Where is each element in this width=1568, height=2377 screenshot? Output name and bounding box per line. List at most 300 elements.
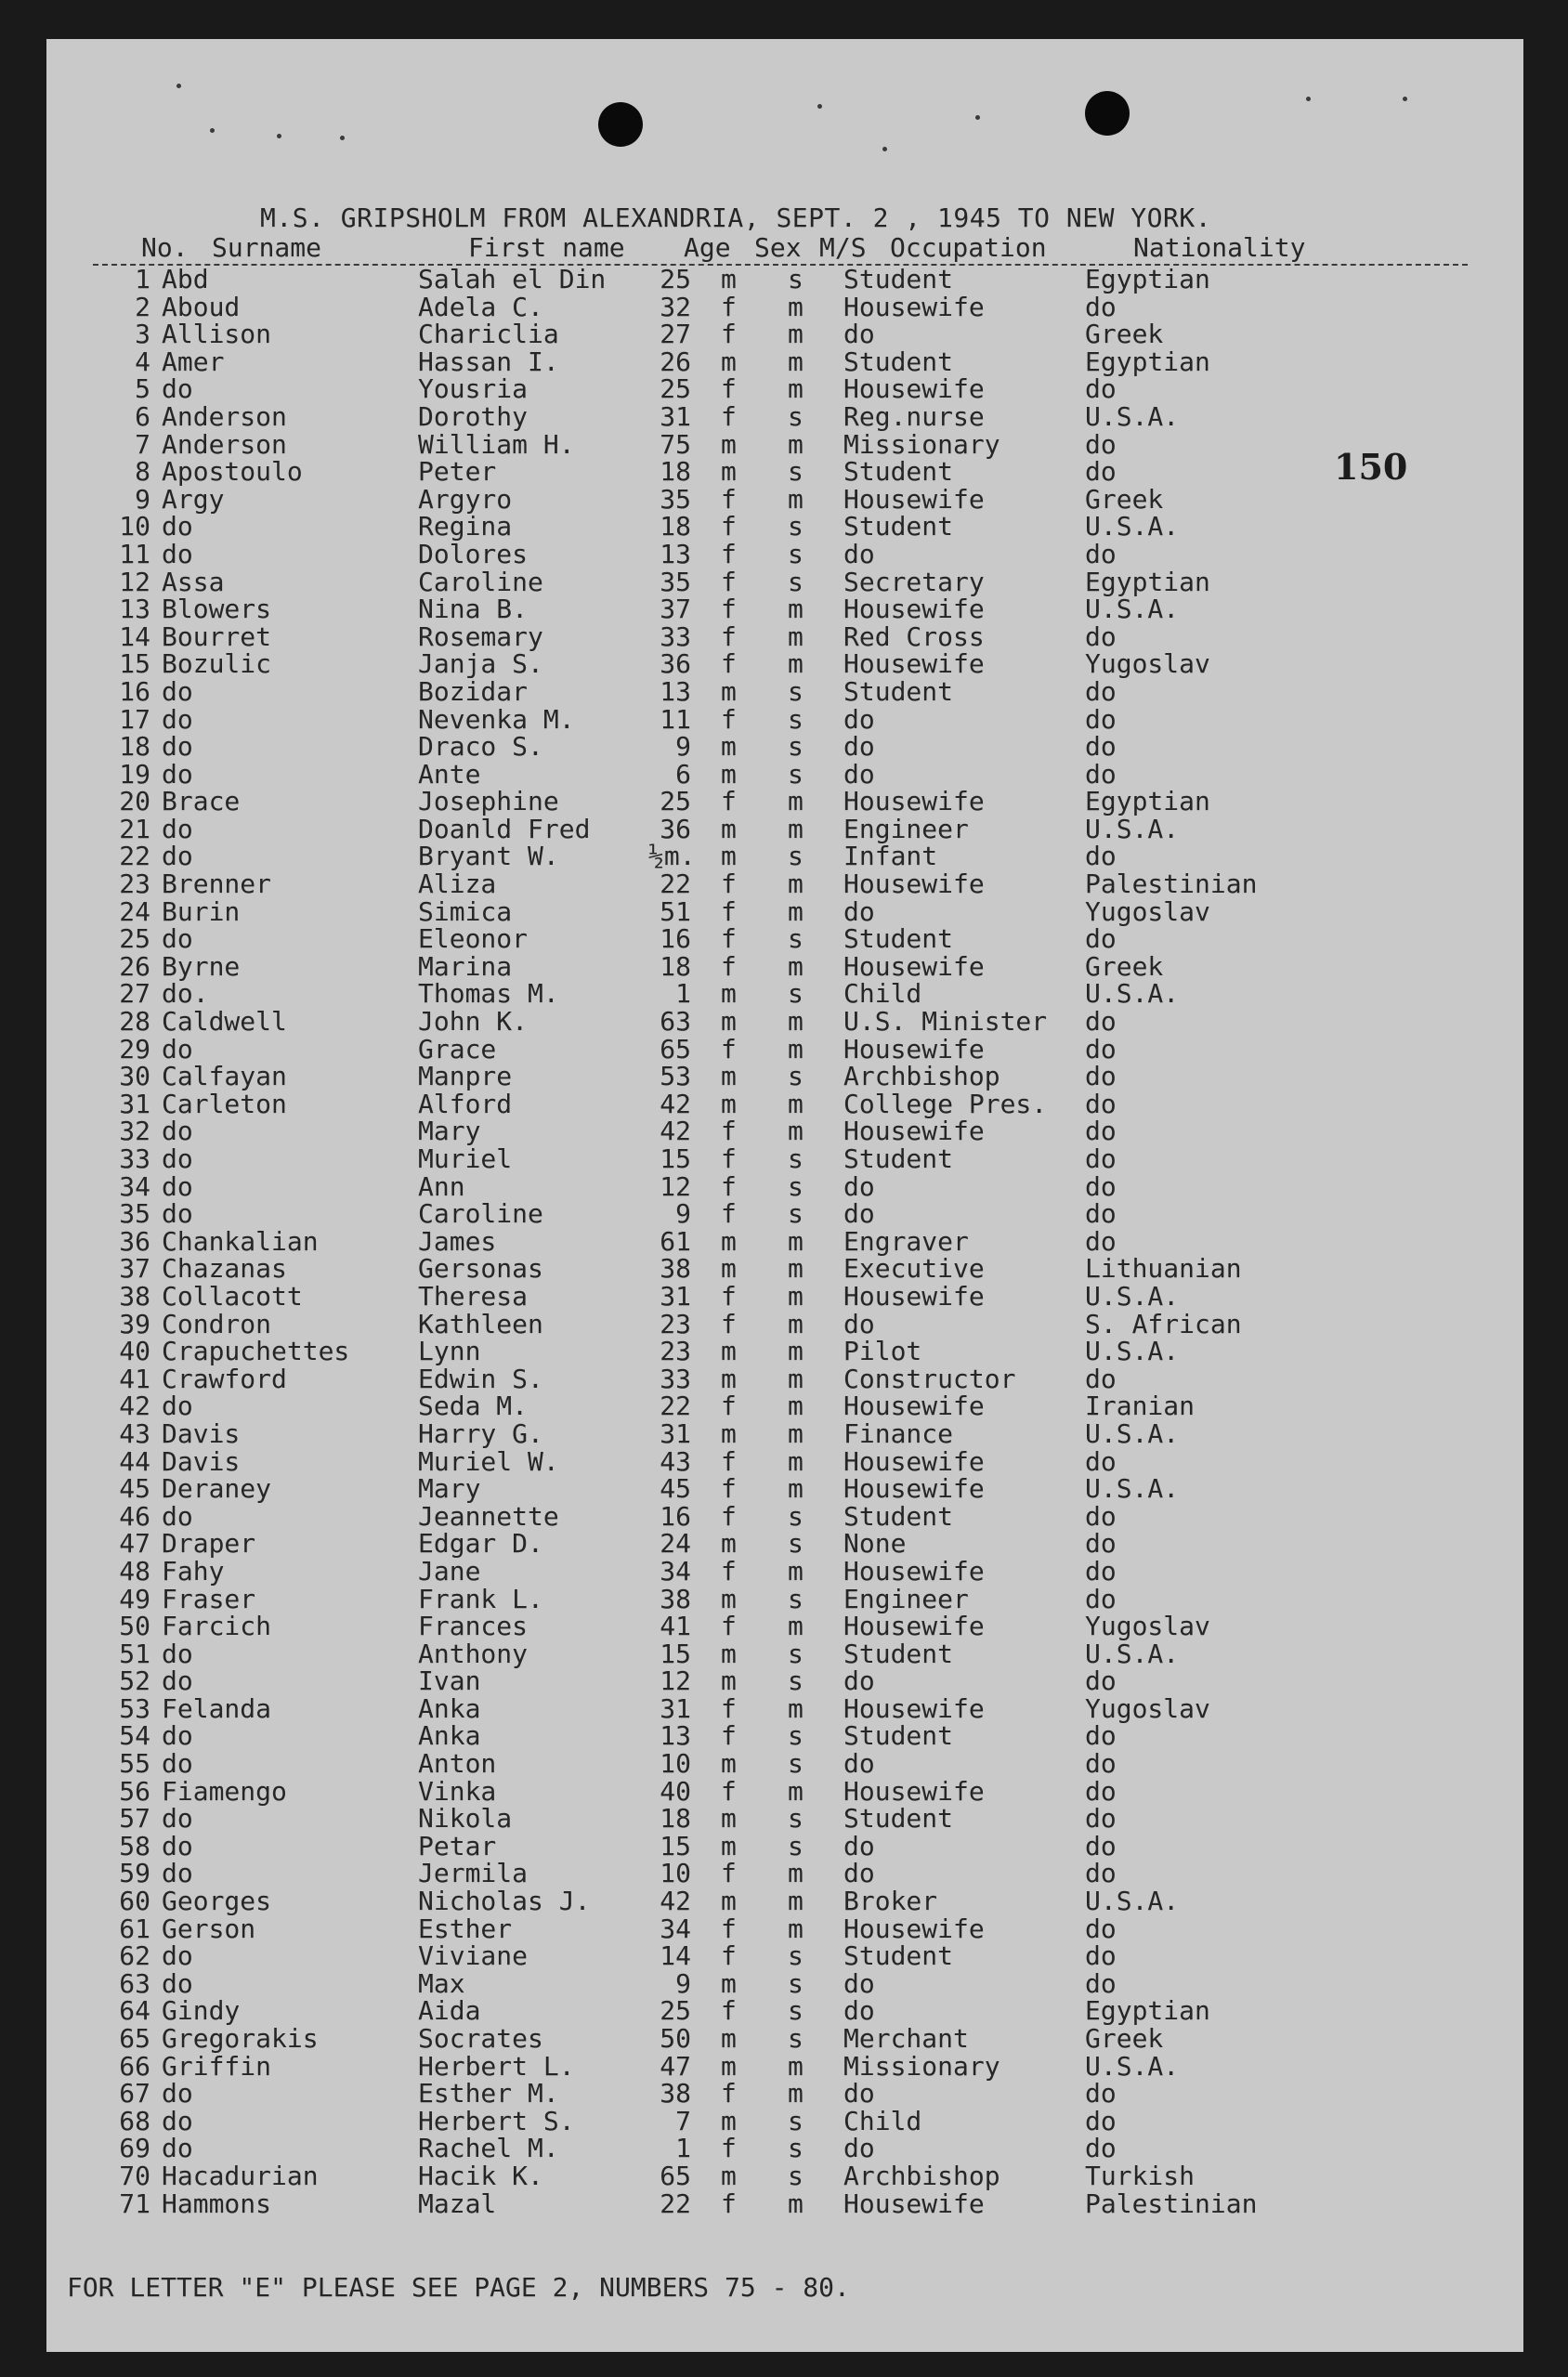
cell-surname: Brenner (162, 869, 272, 900)
table-row (46, 758, 1523, 790)
cell-age: 38 (660, 1583, 691, 1614)
table-row (46, 703, 1523, 735)
speck-mark (210, 128, 215, 133)
cell-age: 34 (660, 1913, 691, 1944)
cell-age: 50 (660, 2023, 691, 2054)
cell-occupation: Housewife (843, 1033, 985, 1064)
cell-surname: Davis (162, 1417, 241, 1449)
cell-surname: do (162, 1748, 193, 1780)
cell-no: 6 (135, 400, 150, 432)
table-row (46, 1417, 1523, 1449)
table-row (46, 1445, 1523, 1477)
cell-nationality: Palestinian (1085, 2188, 1258, 2219)
cell-no: 9 (135, 483, 150, 515)
cell-no: 13 (119, 594, 150, 625)
cell-sex: f (721, 1611, 737, 1642)
cell-first-name: Josephine (418, 786, 559, 817)
table-row (46, 1308, 1523, 1339)
cell-age: 7 (675, 2105, 691, 2136)
cell-first-name: Mazal (418, 2188, 497, 2219)
cell-surname: do (162, 1143, 193, 1174)
cell-occupation: Housewife (843, 594, 985, 625)
cell-surname: do (162, 703, 193, 735)
cell-marital-status: s (788, 703, 804, 735)
cell-first-name: Muriel W. (418, 1445, 559, 1477)
cell-no: 61 (119, 1913, 150, 1944)
cell-no: 7 (135, 428, 150, 460)
cell-first-name: Anka (418, 1692, 481, 1724)
cell-first-name: Edwin S. (418, 1363, 543, 1394)
cell-occupation: Child (843, 2105, 922, 2136)
cell-sex: m (721, 1528, 737, 1560)
cell-first-name: Anka (418, 1720, 481, 1752)
cell-sex: f (721, 511, 737, 542)
cell-occupation: Housewife (843, 1445, 985, 1477)
cell-surname: Burin (162, 895, 241, 927)
cell-age: 15 (660, 1638, 691, 1669)
header-occupation: Occupation (890, 232, 1047, 263)
cell-nationality: do (1085, 1363, 1117, 1394)
cell-surname: Blowers (162, 594, 272, 625)
cell-occupation: Student (843, 1940, 954, 1972)
cell-sex: f (721, 1913, 737, 1944)
cell-surname: do (162, 1830, 193, 1861)
cell-age: 25 (660, 1995, 691, 2027)
table-row (46, 428, 1523, 460)
cell-sex: m (721, 1336, 737, 1367)
cell-surname: Chankalian (162, 1225, 319, 1257)
cell-surname: do (162, 1033, 193, 1064)
cell-marital-status: m (788, 1775, 804, 1807)
cell-nationality: do (1085, 2105, 1117, 2136)
cell-sex: f (721, 1198, 737, 1230)
cell-occupation: do (843, 895, 875, 927)
cell-age: 13 (660, 675, 691, 707)
cell-nationality: Egyptian (1085, 264, 1210, 294)
table-row (46, 1117, 1523, 1145)
cell-no: 42 (119, 1391, 150, 1422)
cell-marital-status: s (788, 1830, 804, 1861)
cell-sex: m (721, 1583, 737, 1614)
cell-sex: f (721, 648, 737, 680)
cell-surname: Chazanas (162, 1253, 287, 1285)
cell-surname: do (162, 1940, 193, 1972)
cell-nationality: do (1085, 923, 1117, 955)
cell-nationality: do (1085, 1225, 1117, 1257)
cell-no: 35 (119, 1198, 150, 1230)
cell-occupation: Student (843, 456, 954, 488)
cell-sex: m (721, 1088, 737, 1119)
table-row (46, 895, 1523, 927)
cell-age: 25 (660, 264, 691, 294)
cell-surname: Davis (162, 1445, 241, 1477)
cell-nationality: Yugoslav (1085, 895, 1210, 927)
cell-first-name: Nina B. (418, 594, 529, 625)
cell-first-name: Jeannette (418, 1500, 559, 1532)
cell-age: 63 (660, 1006, 691, 1038)
cell-no: 45 (119, 1473, 150, 1505)
cell-first-name: Lynn (418, 1336, 481, 1367)
cell-first-name: Anton (418, 1748, 497, 1780)
cell-age: 10 (660, 1748, 691, 1780)
cell-marital-status: m (788, 813, 804, 844)
cell-sex: m (721, 675, 737, 707)
cell-first-name: Regina (418, 511, 513, 542)
table-row (46, 2025, 1523, 2053)
cell-surname: Bourret (162, 620, 272, 652)
table-row (46, 675, 1523, 707)
cell-no: 1 (135, 264, 150, 294)
table-row (46, 375, 1523, 403)
cell-surname: Fraser (162, 1583, 256, 1614)
cell-occupation: Infant (843, 841, 938, 872)
cell-surname: do (162, 1803, 193, 1835)
cell-nationality: Egyptian (1085, 1995, 1210, 2027)
cell-age: 51 (660, 895, 691, 927)
cell-surname: Farcich (162, 1611, 272, 1642)
cell-nationality: do (1085, 1500, 1117, 1532)
cell-nationality: Palestinian (1085, 869, 1258, 900)
cell-sex: m (721, 1006, 737, 1038)
cell-sex: f (721, 869, 737, 900)
cell-age: 27 (660, 319, 691, 350)
table-row (46, 2162, 1523, 2190)
cell-no: 50 (119, 1611, 150, 1642)
cell-sex: f (721, 1940, 737, 1972)
cell-first-name: Frank L. (418, 1583, 543, 1614)
cell-marital-status: s (788, 978, 804, 1010)
cell-age: 36 (660, 813, 691, 844)
cell-sex: m (721, 1061, 737, 1092)
cell-no: 8 (135, 456, 150, 488)
cell-first-name: Vinka (418, 1775, 497, 1807)
cell-no: 19 (119, 758, 150, 790)
cell-first-name: Nevenka M. (418, 703, 575, 735)
cell-no: 58 (119, 1830, 150, 1861)
cell-nationality: U.S.A. (1085, 511, 1180, 542)
table-row (46, 1225, 1523, 1257)
cell-first-name: Salah el Din (418, 264, 607, 294)
cell-no: 15 (119, 648, 150, 680)
cell-age: 34 (660, 1555, 691, 1587)
cell-marital-status: m (788, 1858, 804, 1889)
header-nationality: Nationality (1133, 232, 1306, 263)
table-row (46, 650, 1523, 678)
speck-mark (340, 136, 345, 140)
cell-surname: Carleton (162, 1088, 287, 1119)
cell-age: 1 (675, 978, 691, 1010)
footer-note: FOR LETTER "E" PLEASE SEE PAGE 2, NUMBERS 75 - 80. (67, 2272, 850, 2303)
cell-sex: m (721, 2050, 737, 2082)
cell-marital-status: s (788, 1198, 804, 1230)
cell-occupation: None (843, 1528, 907, 1560)
cell-occupation: Student (843, 923, 954, 955)
table-row (46, 1775, 1523, 1807)
cell-marital-status: m (788, 648, 804, 680)
cell-marital-status: m (788, 1363, 804, 1394)
cell-first-name: Adela C. (418, 291, 543, 322)
cell-first-name: Aida (418, 1995, 481, 2027)
cell-first-name: Thomas M. (418, 978, 559, 1010)
header-surname: Surname (212, 232, 322, 263)
cell-sex: f (721, 1500, 737, 1532)
cell-age: 33 (660, 1363, 691, 1394)
cell-surname: do (162, 511, 193, 542)
cell-sex: f (721, 1445, 737, 1477)
table-row (46, 1692, 1523, 1724)
cell-first-name: Hacik K. (418, 2160, 543, 2191)
cell-first-name: Ivan (418, 1665, 481, 1697)
cell-no: 34 (119, 1170, 150, 1202)
cell-nationality: do (1085, 703, 1117, 735)
table-row (46, 1145, 1523, 1173)
table-row (46, 1008, 1523, 1036)
cell-occupation: do (843, 1967, 875, 1999)
cell-no: 36 (119, 1225, 150, 1257)
cell-no: 56 (119, 1775, 150, 1807)
cell-occupation: Housewife (843, 291, 985, 322)
cell-no: 32 (119, 1116, 150, 1147)
cell-nationality: Egyptian (1085, 786, 1210, 817)
table-row (46, 291, 1523, 322)
cell-marital-status: m (788, 1555, 804, 1587)
cell-sex: m (721, 813, 737, 844)
cell-age: 18 (660, 456, 691, 488)
cell-age: 22 (660, 2188, 691, 2219)
cell-occupation: do (843, 1995, 875, 2027)
table-row (46, 1088, 1523, 1119)
cell-sex: m (721, 841, 737, 872)
cell-marital-status: m (788, 1308, 804, 1339)
cell-age: 23 (660, 1308, 691, 1339)
cell-surname: do (162, 813, 193, 844)
cell-occupation: U.S. Minister (843, 1006, 1048, 1038)
cell-occupation: Constructor (843, 1363, 1016, 1394)
header-no: No. (141, 232, 189, 263)
cell-surname: Gregorakis (162, 2023, 319, 2054)
cell-surname: Condron (162, 1308, 272, 1339)
cell-no: 47 (119, 1528, 150, 1560)
cell-no: 41 (119, 1363, 150, 1394)
cell-sex: f (721, 1473, 737, 1505)
cell-nationality: do (1085, 841, 1117, 872)
cell-first-name: Bryant W. (418, 841, 559, 872)
cell-nationality: do (1085, 1720, 1117, 1752)
cell-surname: do (162, 2105, 193, 2136)
cell-first-name: Mary (418, 1116, 481, 1147)
cell-nationality: do (1085, 1830, 1117, 1861)
cell-nationality: do (1085, 291, 1117, 322)
cell-marital-status: m (788, 1033, 804, 1064)
cell-first-name: Nicholas J. (418, 1886, 591, 1917)
cell-marital-status: s (788, 1803, 804, 1835)
cell-nationality: Greek (1085, 950, 1164, 982)
cell-sex: m (721, 731, 737, 763)
cell-marital-status: s (788, 1170, 804, 1202)
cell-first-name: Caroline (418, 566, 543, 597)
cell-nationality: do (1085, 1006, 1117, 1038)
cell-occupation: Archbishop (843, 1061, 1000, 1092)
cell-age: 15 (660, 1830, 691, 1861)
cell-occupation: Housewife (843, 648, 985, 680)
cell-first-name: Petar (418, 1830, 497, 1861)
cell-occupation: Student (843, 1143, 954, 1174)
cell-age: 43 (660, 1445, 691, 1477)
cell-sex: m (721, 1225, 737, 1257)
cell-first-name: Alford (418, 1088, 513, 1119)
cell-sex: m (721, 428, 737, 460)
cell-no: 71 (119, 2188, 150, 2219)
cell-surname: Collacott (162, 1280, 303, 1312)
cell-nationality: do (1085, 1940, 1117, 1972)
cell-no: 43 (119, 1417, 150, 1449)
cell-surname: Draper (162, 1528, 256, 1560)
cell-nationality: do (1085, 1170, 1117, 1202)
table-row (46, 483, 1523, 515)
cell-no: 44 (119, 1445, 150, 1477)
cell-nationality: do (1085, 1858, 1117, 1889)
cell-marital-status: s (788, 2133, 804, 2164)
cell-no: 53 (119, 1692, 150, 1724)
cell-surname: Allison (162, 319, 272, 350)
cell-occupation: Executive (843, 1253, 985, 1285)
cell-first-name: Kathleen (418, 1308, 543, 1339)
speck-mark (176, 84, 181, 88)
cell-sex: m (721, 1830, 737, 1861)
table-row (46, 813, 1523, 844)
cell-first-name: Aliza (418, 869, 497, 900)
cell-surname: Gindy (162, 1995, 241, 2027)
cell-no: 46 (119, 1500, 150, 1532)
cell-age: 35 (660, 483, 691, 515)
cell-marital-status: m (788, 291, 804, 322)
cell-no: 65 (119, 2023, 150, 2054)
table-row (46, 620, 1523, 652)
cell-age: 26 (660, 346, 691, 377)
cell-nationality: Greek (1085, 319, 1164, 350)
cell-surname: do (162, 1500, 193, 1532)
cell-nationality: Yugoslav (1085, 1692, 1210, 1724)
speck-mark (1306, 97, 1311, 101)
cell-nationality: do (1085, 1033, 1117, 1064)
cell-sex: m (721, 1748, 737, 1780)
table-row (46, 266, 1523, 294)
speck-mark (882, 147, 887, 151)
cell-sex: m (721, 2160, 737, 2191)
cell-marital-status: m (788, 346, 804, 377)
cell-first-name: Harry G. (418, 1417, 543, 1449)
cell-age: 12 (660, 1665, 691, 1697)
cell-age: 45 (660, 1473, 691, 1505)
cell-nationality: do (1085, 1967, 1117, 1999)
cell-age: 18 (660, 950, 691, 982)
table-row (46, 1033, 1523, 1064)
cell-age: 35 (660, 566, 691, 597)
cell-nationality: do (1085, 1143, 1117, 1174)
cell-occupation: do (843, 319, 875, 350)
cell-age: 53 (660, 1061, 691, 1092)
cell-surname: Gerson (162, 1913, 256, 1944)
cell-occupation: do (843, 1665, 875, 1697)
cell-nationality: U.S.A. (1085, 594, 1180, 625)
passenger-table (46, 266, 1523, 2217)
cell-no: 20 (119, 786, 150, 817)
cell-occupation: do (843, 703, 875, 735)
cell-sex: f (721, 786, 737, 817)
cell-surname: Anderson (162, 400, 287, 432)
cell-marital-status: m (788, 373, 804, 405)
cell-occupation: Student (843, 675, 954, 707)
cell-sex: m (721, 1417, 737, 1449)
cell-sex: f (721, 1995, 737, 2027)
cell-first-name: Viviane (418, 1940, 529, 1972)
table-row (46, 1805, 1523, 1833)
cell-no: 12 (119, 566, 150, 597)
cell-marital-status: s (788, 731, 804, 763)
cell-marital-status: s (788, 1995, 804, 2027)
table-row (46, 1942, 1523, 1970)
cell-sex: f (721, 923, 737, 955)
cell-no: 52 (119, 1665, 150, 1697)
cell-age: 1 (675, 2133, 691, 2164)
cell-no: 49 (119, 1583, 150, 1614)
cell-nationality: do (1085, 1748, 1117, 1780)
cell-surname: Anderson (162, 428, 287, 460)
cell-age: 22 (660, 1391, 691, 1422)
cell-sex: f (721, 483, 737, 515)
table-row (46, 1887, 1523, 1915)
cell-surname: do (162, 1665, 193, 1697)
table-row (46, 980, 1523, 1008)
cell-first-name: Rachel M. (418, 2133, 559, 2164)
cell-no: 39 (119, 1308, 150, 1339)
cell-first-name: Peter (418, 456, 497, 488)
cell-age: 42 (660, 1886, 691, 1917)
cell-marital-status: s (788, 566, 804, 597)
cell-age: 16 (660, 1500, 691, 1532)
cell-surname: do (162, 1858, 193, 1889)
table-row (46, 568, 1523, 596)
cell-nationality: do (1085, 1198, 1117, 1230)
cell-age: 16 (660, 923, 691, 955)
cell-no: 57 (119, 1803, 150, 1835)
cell-occupation: Engraver (843, 1225, 969, 1257)
cell-surname: Bozulic (162, 648, 272, 680)
cell-marital-status: m (788, 1445, 804, 1477)
cell-marital-status: s (788, 841, 804, 872)
cell-age: 65 (660, 2160, 691, 2191)
cell-marital-status: m (788, 2078, 804, 2109)
cell-occupation: do (843, 1198, 875, 1230)
cell-no: 10 (119, 511, 150, 542)
cell-no: 62 (119, 1940, 150, 1972)
cell-surname: do (162, 1198, 193, 1230)
cell-age: 15 (660, 1143, 691, 1174)
cell-age: 12 (660, 1170, 691, 1202)
cell-occupation: Housewife (843, 373, 985, 405)
cell-marital-status: s (788, 1720, 804, 1752)
table-row (46, 2135, 1523, 2162)
cell-marital-status: s (788, 758, 804, 790)
cell-occupation: Missionary (843, 2050, 1000, 2082)
cell-age: 41 (660, 1611, 691, 1642)
cell-surname: Brace (162, 786, 241, 817)
cell-no: 38 (119, 1280, 150, 1312)
cell-age: 18 (660, 1803, 691, 1835)
cell-no: 11 (119, 538, 150, 569)
cell-sex: f (721, 1280, 737, 1312)
cell-age: ½m. (648, 841, 696, 872)
